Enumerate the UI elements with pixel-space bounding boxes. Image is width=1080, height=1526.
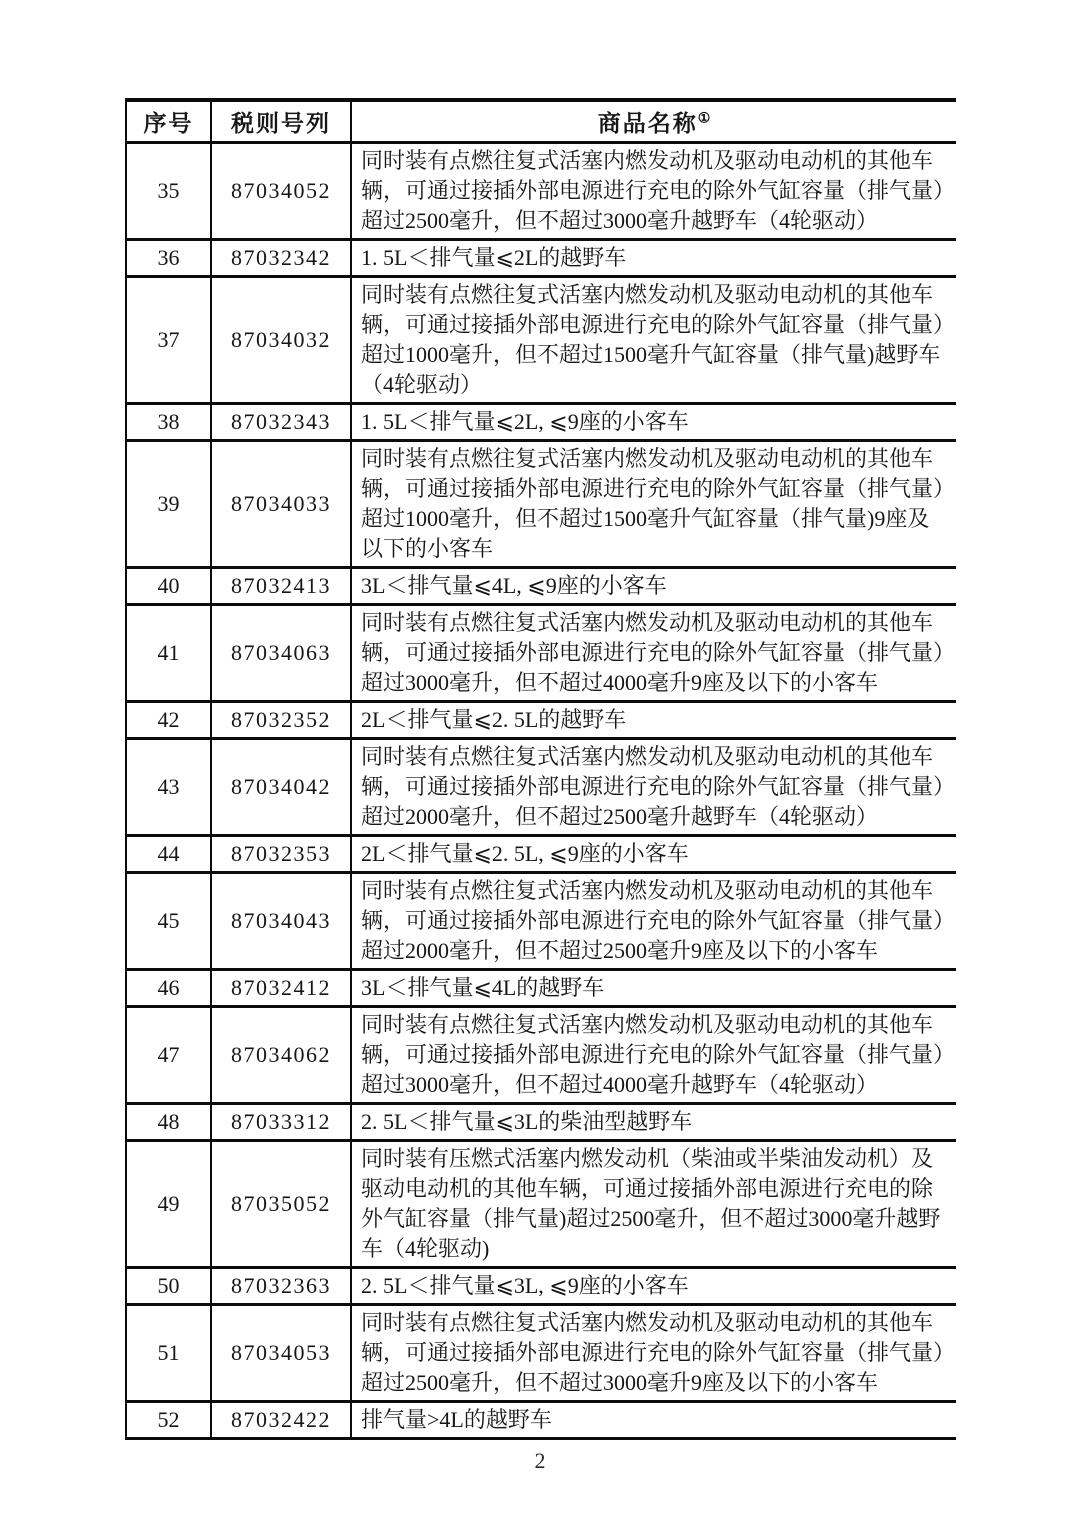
serial-number-cell: 40 <box>126 567 211 604</box>
table-row <box>126 1103 956 1140</box>
serial-number-cell: 52 <box>126 1401 211 1438</box>
tariff-code-cell: 87032342 <box>211 239 351 276</box>
tariff-code-cell: 87032363 <box>211 1267 351 1304</box>
table-row <box>126 738 956 835</box>
serial-number-cell: 51 <box>126 1304 211 1401</box>
tariff-code-cell: 87032343 <box>211 403 351 440</box>
table-row <box>126 872 956 969</box>
serial-number-cell: 49 <box>126 1140 211 1267</box>
serial-number-cell: 45 <box>126 872 211 969</box>
serial-number-cell: 41 <box>126 604 211 701</box>
product-name-cell: 同时装有点燃往复式活塞内燃发动机及驱动电动机的其他车辆，可通过接插外部电源进行充电的除外气缸容量（排气量）超过3000毫升，但不超过4000毫升9座及以下的小客车 <box>351 604 956 701</box>
table-row <box>126 403 956 440</box>
table-row <box>126 239 956 276</box>
serial-number-cell: 47 <box>126 1006 211 1103</box>
serial-number-cell: 50 <box>126 1267 211 1304</box>
table-row <box>126 1006 956 1103</box>
table-row <box>126 1304 956 1401</box>
product-name-label: 商品名称 <box>597 110 698 136</box>
product-name-cell: 2. 5L＜排气量⩽3L的柴油型越野车 <box>351 1103 956 1140</box>
column-header-product-name <box>351 100 956 142</box>
tariff-code-cell: 87035052 <box>211 1140 351 1267</box>
product-name-cell: 同时装有压燃式活塞内燃发动机（柴油或半柴油发动机）及驱动电动机的其他车辆，可通过接插外部电源进行充电的除外气缸容量（排气量)超过2500毫升，但不超过3000毫升越野车（4轮驱动) <box>351 1140 956 1267</box>
column-header-tariff-code: 税则号列 <box>211 100 351 142</box>
table-row <box>126 276 956 403</box>
product-name-cell: 同时装有点燃往复式活塞内燃发动机及驱动电动机的其他车辆，可通过接插外部电源进行充电的除外气缸容量（排气量）超过3000毫升，但不超过4000毫升越野车（4轮驱动） <box>351 1006 956 1103</box>
table-body <box>126 142 956 1438</box>
page-number: 2 <box>534 1448 546 1473</box>
table-row <box>126 1267 956 1304</box>
serial-number-cell: 37 <box>126 276 211 403</box>
serial-number-cell: 36 <box>126 239 211 276</box>
product-name-cell: 同时装有点燃往复式活塞内燃发动机及驱动电动机的其他车辆，可通过接插外部电源进行充电的除外气缸容量（排气量）超过2000毫升，但不超过2500毫升9座及以下的小客车 <box>351 872 956 969</box>
product-name-cell: 1. 5L＜排气量⩽2L的越野车 <box>351 239 956 276</box>
table-row <box>126 604 956 701</box>
table-row <box>126 1401 956 1438</box>
tariff-code-cell: 87034033 <box>211 440 351 567</box>
tariff-code-cell: 87034032 <box>211 276 351 403</box>
serial-number-cell: 35 <box>126 142 211 239</box>
table-row <box>126 567 956 604</box>
serial-number-cell: 38 <box>126 403 211 440</box>
product-name-cell: 3L＜排气量⩽4L的越野车 <box>351 969 956 1006</box>
product-name-cell: 同时装有点燃往复式活塞内燃发动机及驱动电动机的其他车辆，可通过接插外部电源进行充电的除外气缸容量（排气量）超过1000毫升，但不超过1500毫升气缸容量（排气量)9座及以下的小客车 <box>351 440 956 567</box>
tariff-code-cell: 87032413 <box>211 567 351 604</box>
table-row <box>126 1140 956 1267</box>
table-row <box>126 142 956 239</box>
tariff-code-cell: 87034052 <box>211 142 351 239</box>
table-header <box>126 100 956 142</box>
header-row <box>126 100 956 142</box>
serial-number-cell: 39 <box>126 440 211 567</box>
table-row <box>126 969 956 1006</box>
tariff-code-cell: 87033312 <box>211 1103 351 1140</box>
product-name-cell: 2L＜排气量⩽2. 5L的越野车 <box>351 701 956 738</box>
tariff-code-cell: 87034042 <box>211 738 351 835</box>
serial-number-cell: 42 <box>126 701 211 738</box>
serial-number-cell: 46 <box>126 969 211 1006</box>
tariff-table <box>125 98 956 1440</box>
tariff-code-cell: 87034063 <box>211 604 351 701</box>
tariff-code-cell: 87034053 <box>211 1304 351 1401</box>
product-name-cell: 2L＜排气量⩽2. 5L, ⩽9座的小客车 <box>351 835 956 872</box>
product-name-cell: 同时装有点燃往复式活塞内燃发动机及驱动电动机的其他车辆，可通过接插外部电源进行充电的除外气缸容量（排气量）超过2500毫升，但不超过3000毫升越野车（4轮驱动） <box>351 142 956 239</box>
product-name-cell: 2. 5L＜排气量⩽3L, ⩽9座的小客车 <box>351 1267 956 1304</box>
tariff-code-cell: 87032352 <box>211 701 351 738</box>
table-row <box>126 440 956 567</box>
tariff-code-cell: 87032422 <box>211 1401 351 1438</box>
table-row <box>126 835 956 872</box>
product-name-cell: 3L＜排气量⩽4L, ⩽9座的小客车 <box>351 567 956 604</box>
tariff-code-cell: 87032353 <box>211 835 351 872</box>
product-name-cell: 同时装有点燃往复式活塞内燃发动机及驱动电动机的其他车辆，可通过接插外部电源进行充电的除外气缸容量（排气量）超过1000毫升，但不超过1500毫升气缸容量（排气量)越野车（4轮驱动） <box>351 276 956 403</box>
serial-number-cell: 44 <box>126 835 211 872</box>
table-row <box>126 701 956 738</box>
product-name-cell: 1. 5L＜排气量⩽2L, ⩽9座的小客车 <box>351 403 956 440</box>
product-name-cell: 排气量>4L的越野车 <box>351 1401 956 1438</box>
tariff-code-cell: 87032412 <box>211 969 351 1006</box>
footnote-marker: ① <box>697 111 711 127</box>
product-name-cell: 同时装有点燃往复式活塞内燃发动机及驱动电动机的其他车辆，可通过接插外部电源进行充电的除外气缸容量（排气量）超过2500毫升，但不超过3000毫升9座及以下的小客车 <box>351 1304 956 1401</box>
tariff-code-cell: 87034043 <box>211 872 351 969</box>
product-name-cell: 同时装有点燃往复式活塞内燃发动机及驱动电动机的其他车辆，可通过接插外部电源进行充电的除外气缸容量（排气量）超过2000毫升，但不超过2500毫升越野车（4轮驱动） <box>351 738 956 835</box>
serial-number-cell: 43 <box>126 738 211 835</box>
tariff-code-cell: 87034062 <box>211 1006 351 1103</box>
serial-number-cell: 48 <box>126 1103 211 1140</box>
column-header-serial: 序号 <box>126 100 211 142</box>
